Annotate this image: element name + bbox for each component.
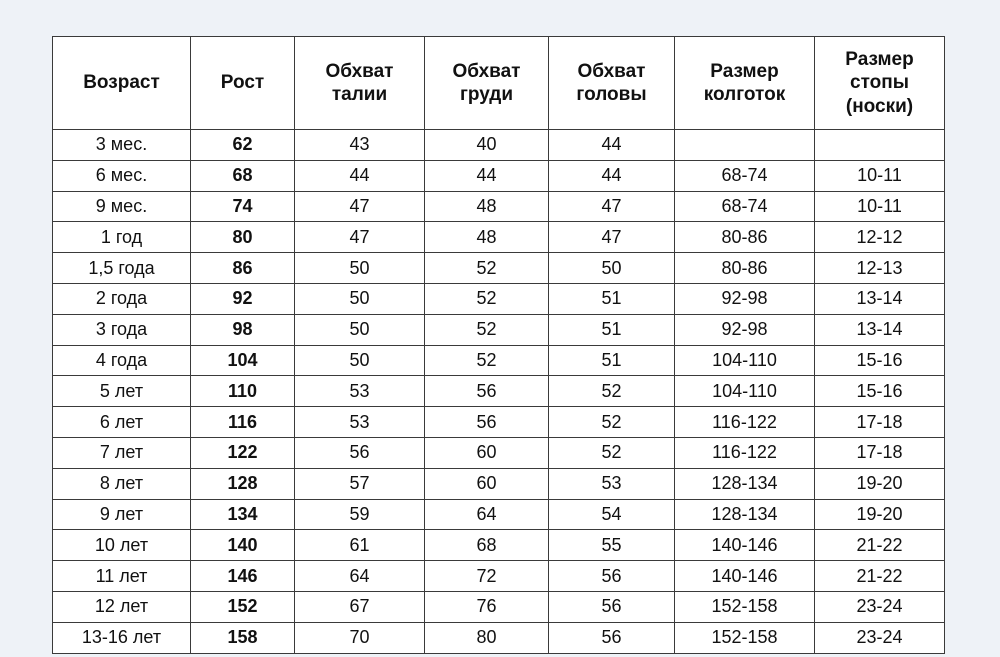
cell-height: 80 bbox=[191, 222, 295, 253]
table-row bbox=[53, 160, 945, 191]
cell-chest: 48 bbox=[425, 222, 549, 253]
cell-chest: 52 bbox=[425, 253, 549, 284]
cell-height: 140 bbox=[191, 530, 295, 561]
cell-chest: 80 bbox=[425, 622, 549, 653]
column-header-waist-line-1: Обхват bbox=[325, 60, 394, 82]
cell-age: 1,5 года bbox=[53, 253, 191, 284]
cell-height: 146 bbox=[191, 561, 295, 592]
table-row bbox=[53, 283, 945, 314]
cell-height: 98 bbox=[191, 314, 295, 345]
cell-waist: 43 bbox=[295, 130, 425, 161]
column-header-head-line-2: головы bbox=[576, 84, 647, 105]
cell-chest: 44 bbox=[425, 160, 549, 191]
column-header-height-line-1: Рост bbox=[220, 72, 265, 94]
cell-age: 6 мес. bbox=[53, 160, 191, 191]
cell-tights: 140-146 bbox=[675, 530, 815, 561]
column-header-waist bbox=[295, 37, 425, 130]
table-header-row bbox=[53, 37, 945, 130]
cell-tights: 152-158 bbox=[675, 591, 815, 622]
cell-head: 44 bbox=[549, 130, 675, 161]
cell-waist: 50 bbox=[295, 253, 425, 284]
column-header-waist-line-2: талии bbox=[331, 84, 388, 105]
cell-head: 44 bbox=[549, 160, 675, 191]
cell-chest: 52 bbox=[425, 314, 549, 345]
cell-waist: 59 bbox=[295, 499, 425, 530]
column-header-height bbox=[191, 37, 295, 130]
cell-age: 9 мес. bbox=[53, 191, 191, 222]
cell-chest: 40 bbox=[425, 130, 549, 161]
cell-waist: 47 bbox=[295, 222, 425, 253]
column-header-age-line-1: Возраст bbox=[83, 72, 160, 94]
column-header-tights-line-1: Размер bbox=[710, 60, 779, 82]
table-body bbox=[53, 130, 945, 654]
table-header bbox=[53, 37, 945, 130]
cell-head: 56 bbox=[549, 622, 675, 653]
table-row bbox=[53, 130, 945, 161]
table-row bbox=[53, 407, 945, 438]
table-row bbox=[53, 530, 945, 561]
table-row bbox=[53, 622, 945, 653]
cell-tights: 128-134 bbox=[675, 499, 815, 530]
cell-tights: 140-146 bbox=[675, 561, 815, 592]
cell-chest: 72 bbox=[425, 561, 549, 592]
column-header-head-line-1: Обхват bbox=[577, 60, 646, 82]
cell-age: 7 лет bbox=[53, 437, 191, 468]
table-row bbox=[53, 222, 945, 253]
cell-height: 86 bbox=[191, 253, 295, 284]
cell-head: 52 bbox=[549, 437, 675, 468]
size-chart-container bbox=[52, 36, 944, 654]
cell-foot: 19-20 bbox=[815, 499, 945, 530]
cell-foot: 13-14 bbox=[815, 283, 945, 314]
cell-foot: 13-14 bbox=[815, 314, 945, 345]
table-row bbox=[53, 561, 945, 592]
table-row bbox=[53, 468, 945, 499]
table-row bbox=[53, 499, 945, 530]
cell-chest: 48 bbox=[425, 191, 549, 222]
cell-waist: 70 bbox=[295, 622, 425, 653]
table-row bbox=[53, 314, 945, 345]
cell-chest: 52 bbox=[425, 283, 549, 314]
cell-tights bbox=[675, 130, 815, 161]
column-header-tights-line-2: колготок bbox=[703, 84, 786, 105]
cell-chest: 76 bbox=[425, 591, 549, 622]
cell-age: 9 лет bbox=[53, 499, 191, 530]
cell-foot: 23-24 bbox=[815, 591, 945, 622]
cell-foot: 10-11 bbox=[815, 160, 945, 191]
cell-head: 51 bbox=[549, 314, 675, 345]
cell-waist: 44 bbox=[295, 160, 425, 191]
cell-foot: 15-16 bbox=[815, 345, 945, 376]
column-header-chest-line-2: груди bbox=[459, 84, 514, 105]
children-size-table bbox=[52, 36, 945, 654]
cell-tights: 68-74 bbox=[675, 191, 815, 222]
cell-head: 52 bbox=[549, 407, 675, 438]
column-header-chest bbox=[425, 37, 549, 130]
cell-height: 134 bbox=[191, 499, 295, 530]
table-row bbox=[53, 376, 945, 407]
cell-head: 47 bbox=[549, 191, 675, 222]
cell-height: 74 bbox=[191, 191, 295, 222]
cell-head: 53 bbox=[549, 468, 675, 499]
cell-height: 116 bbox=[191, 407, 295, 438]
cell-head: 51 bbox=[549, 283, 675, 314]
cell-age: 6 лет bbox=[53, 407, 191, 438]
cell-tights: 152-158 bbox=[675, 622, 815, 653]
cell-age: 8 лет bbox=[53, 468, 191, 499]
cell-waist: 53 bbox=[295, 376, 425, 407]
cell-height: 68 bbox=[191, 160, 295, 191]
cell-head: 55 bbox=[549, 530, 675, 561]
cell-foot bbox=[815, 130, 945, 161]
cell-tights: 104-110 bbox=[675, 345, 815, 376]
cell-height: 152 bbox=[191, 591, 295, 622]
column-header-foot-line-2: стопы bbox=[850, 72, 909, 94]
cell-age: 2 года bbox=[53, 283, 191, 314]
cell-tights: 128-134 bbox=[675, 468, 815, 499]
cell-chest: 60 bbox=[425, 437, 549, 468]
cell-foot: 17-18 bbox=[815, 437, 945, 468]
cell-tights: 116-122 bbox=[675, 407, 815, 438]
cell-head: 51 bbox=[549, 345, 675, 376]
column-header-foot bbox=[815, 37, 945, 130]
cell-tights: 104-110 bbox=[675, 376, 815, 407]
cell-height: 104 bbox=[191, 345, 295, 376]
cell-head: 52 bbox=[549, 376, 675, 407]
cell-chest: 56 bbox=[425, 407, 549, 438]
cell-age: 4 года bbox=[53, 345, 191, 376]
cell-chest: 60 bbox=[425, 468, 549, 499]
cell-head: 54 bbox=[549, 499, 675, 530]
cell-tights: 80-86 bbox=[675, 253, 815, 284]
cell-foot: 10-11 bbox=[815, 191, 945, 222]
cell-chest: 52 bbox=[425, 345, 549, 376]
cell-waist: 67 bbox=[295, 591, 425, 622]
cell-head: 47 bbox=[549, 222, 675, 253]
cell-waist: 61 bbox=[295, 530, 425, 561]
cell-waist: 50 bbox=[295, 345, 425, 376]
table-row bbox=[53, 191, 945, 222]
cell-age: 5 лет bbox=[53, 376, 191, 407]
cell-waist: 57 bbox=[295, 468, 425, 499]
column-header-foot-line-3: (носки) bbox=[845, 95, 914, 117]
table-row bbox=[53, 591, 945, 622]
table-row bbox=[53, 253, 945, 284]
cell-foot: 23-24 bbox=[815, 622, 945, 653]
cell-height: 122 bbox=[191, 437, 295, 468]
cell-tights: 80-86 bbox=[675, 222, 815, 253]
cell-waist: 47 bbox=[295, 191, 425, 222]
cell-chest: 56 bbox=[425, 376, 549, 407]
column-header-foot-line-1: Размер bbox=[845, 49, 914, 71]
table-row bbox=[53, 345, 945, 376]
table-row bbox=[53, 437, 945, 468]
cell-age: 13-16 лет bbox=[53, 622, 191, 653]
cell-waist: 64 bbox=[295, 561, 425, 592]
cell-head: 56 bbox=[549, 561, 675, 592]
cell-chest: 68 bbox=[425, 530, 549, 561]
cell-age: 1 год bbox=[53, 222, 191, 253]
cell-age: 3 мес. bbox=[53, 130, 191, 161]
cell-head: 50 bbox=[549, 253, 675, 284]
cell-age: 12 лет bbox=[53, 591, 191, 622]
cell-age: 10 лет bbox=[53, 530, 191, 561]
cell-foot: 12-12 bbox=[815, 222, 945, 253]
cell-age: 11 лет bbox=[53, 561, 191, 592]
cell-foot: 21-22 bbox=[815, 561, 945, 592]
cell-foot: 15-16 bbox=[815, 376, 945, 407]
cell-chest: 64 bbox=[425, 499, 549, 530]
cell-head: 56 bbox=[549, 591, 675, 622]
cell-tights: 92-98 bbox=[675, 314, 815, 345]
cell-foot: 12-13 bbox=[815, 253, 945, 284]
column-header-head bbox=[549, 37, 675, 130]
cell-foot: 19-20 bbox=[815, 468, 945, 499]
cell-waist: 53 bbox=[295, 407, 425, 438]
cell-tights: 92-98 bbox=[675, 283, 815, 314]
cell-height: 92 bbox=[191, 283, 295, 314]
cell-height: 158 bbox=[191, 622, 295, 653]
cell-height: 128 bbox=[191, 468, 295, 499]
cell-waist: 56 bbox=[295, 437, 425, 468]
cell-age: 3 года bbox=[53, 314, 191, 345]
column-header-age bbox=[53, 37, 191, 130]
cell-tights: 116-122 bbox=[675, 437, 815, 468]
cell-waist: 50 bbox=[295, 314, 425, 345]
cell-waist: 50 bbox=[295, 283, 425, 314]
cell-foot: 21-22 bbox=[815, 530, 945, 561]
cell-height: 110 bbox=[191, 376, 295, 407]
cell-height: 62 bbox=[191, 130, 295, 161]
cell-foot: 17-18 bbox=[815, 407, 945, 438]
cell-tights: 68-74 bbox=[675, 160, 815, 191]
column-header-tights bbox=[675, 37, 815, 130]
column-header-chest-line-1: Обхват bbox=[452, 60, 521, 82]
